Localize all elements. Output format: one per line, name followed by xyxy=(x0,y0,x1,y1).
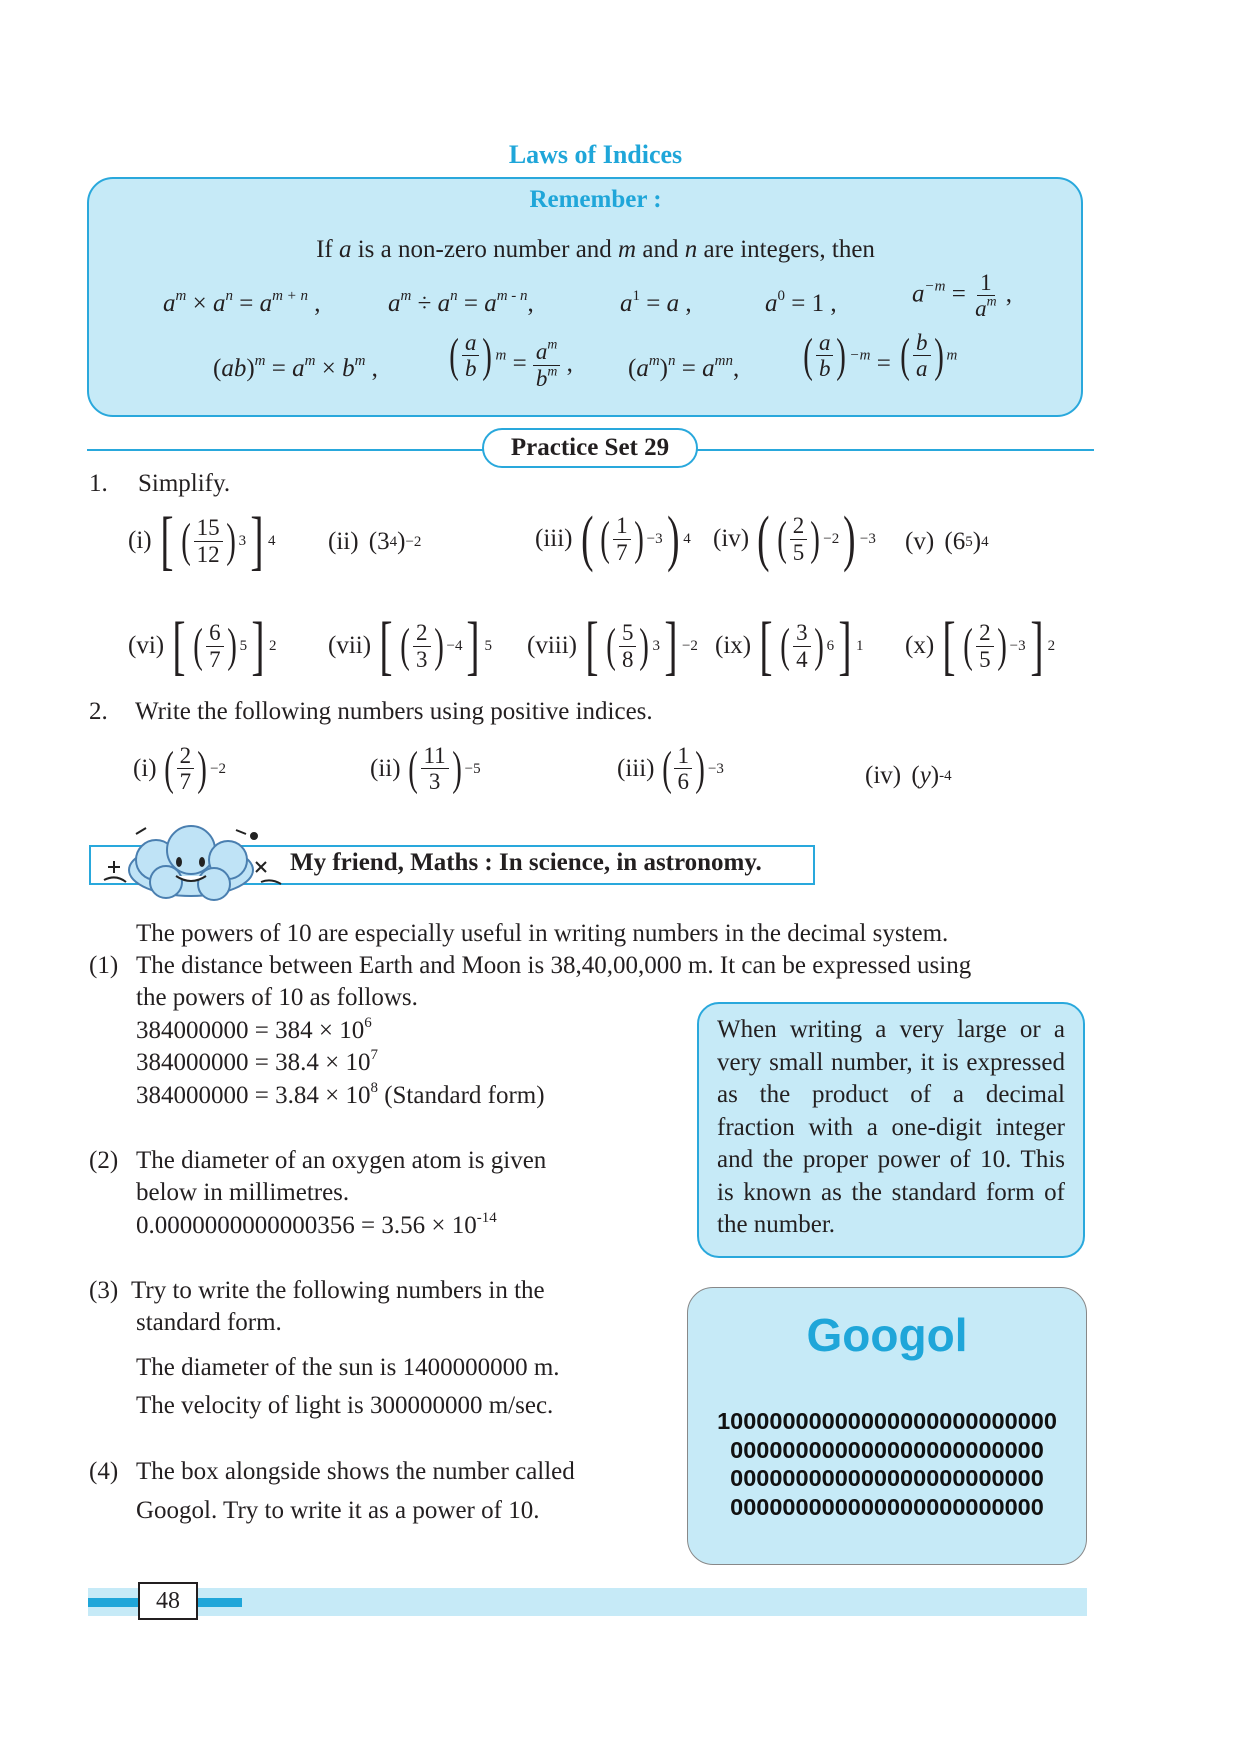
q1-item-iv: (iv) ( ( $\frac{2}{5}$ ) −2 ) −3 xyxy=(713,505,876,573)
law-fraction-power: ( $\frac{a}{b}$ ) $^m$ = $\frac{a^m}{b^m}$ , xyxy=(449,328,573,391)
p2-line1: The diameter of an oxygen atom is given xyxy=(136,1147,547,1174)
q2-item-iv: (iv) ( y ) -4 xyxy=(865,762,952,789)
p1-number: (1) xyxy=(89,952,119,979)
page-number: 48 xyxy=(138,1582,198,1620)
law-product: $a^m \times a^n = a^{m + n}$ , xyxy=(163,287,321,317)
q1-item-x: (x) [ ( $\frac{2}{5}$ ) −3 ] 2 xyxy=(905,609,1056,682)
q2-item-i: (i) ( $\frac{2}{7}$ ) −2 xyxy=(133,741,227,795)
law-power-of-power: $(a^m)^n = a^{mn}$, xyxy=(628,352,740,382)
my-friend-maths-text: My friend, Maths : In science, in astronomy. xyxy=(290,849,762,876)
q1-text: Simplify. xyxy=(138,470,231,497)
law-power-one: $a^1 = a$ , xyxy=(620,287,692,317)
law-reciprocal-power: ( $\frac{a}{b}$ ) $^{-m}$ = ( $\frac{b}{a}$ ) $^m$ xyxy=(803,328,958,382)
q1-item-ii: (ii) ( 3 4 ) −2 xyxy=(328,528,422,555)
p1-line1: The distance between Earth and Moon is 38,40,00,000 m. It can be expressed using xyxy=(136,952,972,979)
remember-heading: Remember : xyxy=(529,186,662,213)
eq-384-a: $384000000 = 384 \times 10^6$ xyxy=(136,1014,372,1044)
p3-number: (3) xyxy=(89,1277,119,1304)
p2-number: (2) xyxy=(89,1147,119,1174)
googol-number: 10000000000000000000000000 000000000000000000000000 000000000000000000000000 000000000000000000000000 xyxy=(717,1408,1057,1520)
eq-384-c: $384000000 = 3.84 \times 10^8$ (Standard form) xyxy=(136,1079,545,1109)
law-quotient: $a^m \div a^n = a^{m - n}$, xyxy=(388,287,534,317)
cloud-mascot-icon xyxy=(96,822,286,904)
q2-number: 2. xyxy=(89,698,108,725)
p4-line2: Googol. Try to write it as a power of 10. xyxy=(136,1497,540,1524)
p4-number: (4) xyxy=(89,1458,119,1485)
law-negative-power: $a^{-m}$ = $\frac{1}{a^m}$ , xyxy=(912,270,1013,322)
p3-line4: The velocity of light is 300000000 m/sec. xyxy=(136,1392,554,1419)
q1-number: 1. xyxy=(89,470,108,497)
p3-line1: Try to write the following numbers in the xyxy=(131,1277,545,1304)
remember-intro: If a is a non-zero number and m and n are integers, then xyxy=(316,236,875,263)
page-title: Laws of Indices xyxy=(508,140,683,169)
p3-line2: standard form. xyxy=(136,1309,282,1336)
p2-line2: below in millimetres. xyxy=(136,1179,350,1206)
law-product-power: $(ab)^m = a^m \times b^m$ , xyxy=(213,352,378,382)
body-intro: The powers of 10 are especially useful in writing numbers in the decimal system. xyxy=(136,920,949,947)
q1-item-iii: (iii) ( ( $\frac{1}{7}$ ) −3 ) 4 xyxy=(535,505,691,573)
q2-text: Write the following numbers using positive indices. xyxy=(135,698,653,725)
law-power-zero: $a^0 = 1$ , xyxy=(765,287,837,317)
eq-oxygen: $0.0000000000000356 = 3.56 \times 10^{-14}$ xyxy=(136,1209,497,1239)
q1-item-ix: (ix) [ ( $\frac{3}{4}$ ) 6 ] 1 xyxy=(715,609,864,682)
q2-item-iii: (iii) ( $\frac{1}{6}$ ) −3 xyxy=(617,741,724,795)
q1-item-vii: (vii) [ ( $\frac{2}{3}$ ) −4 ] 5 xyxy=(328,609,492,682)
eq-384-b: $384000000 = 38.4 \times 10^7$ xyxy=(136,1046,378,1076)
q1-item-viii: (viii) [ ( $\frac{5}{8}$ ) 3 ] −2 xyxy=(527,609,698,682)
practice-set-badge: Practice Set 29 xyxy=(482,428,698,468)
p1-line2: the powers of 10 as follows. xyxy=(136,984,418,1011)
standard-form-note: When writing a very large or a very small number, it is expressed as the product of a decimal fraction with a one-digit integer and the proper power of 10. This is known as the standard form of the number. xyxy=(697,1002,1085,1258)
q2-item-ii: (ii) ( $\frac{11}{3}$ ) −5 xyxy=(370,741,481,795)
p3-line3: The diameter of the sun is 1400000000 m. xyxy=(136,1354,560,1381)
googol-title: Googol xyxy=(806,1309,968,1361)
q1-item-vi: (vi) [ ( $\frac{6}{7}$ ) 5 ] 2 xyxy=(128,609,277,682)
p4-line1: The box alongside shows the number called xyxy=(136,1458,575,1485)
q1-item-v: (v) ( 6 5 ) 4 xyxy=(905,528,989,555)
q1-item-i: (i) [ ( $\frac{15}{12}$ ) 3 ] 4 xyxy=(128,504,276,577)
